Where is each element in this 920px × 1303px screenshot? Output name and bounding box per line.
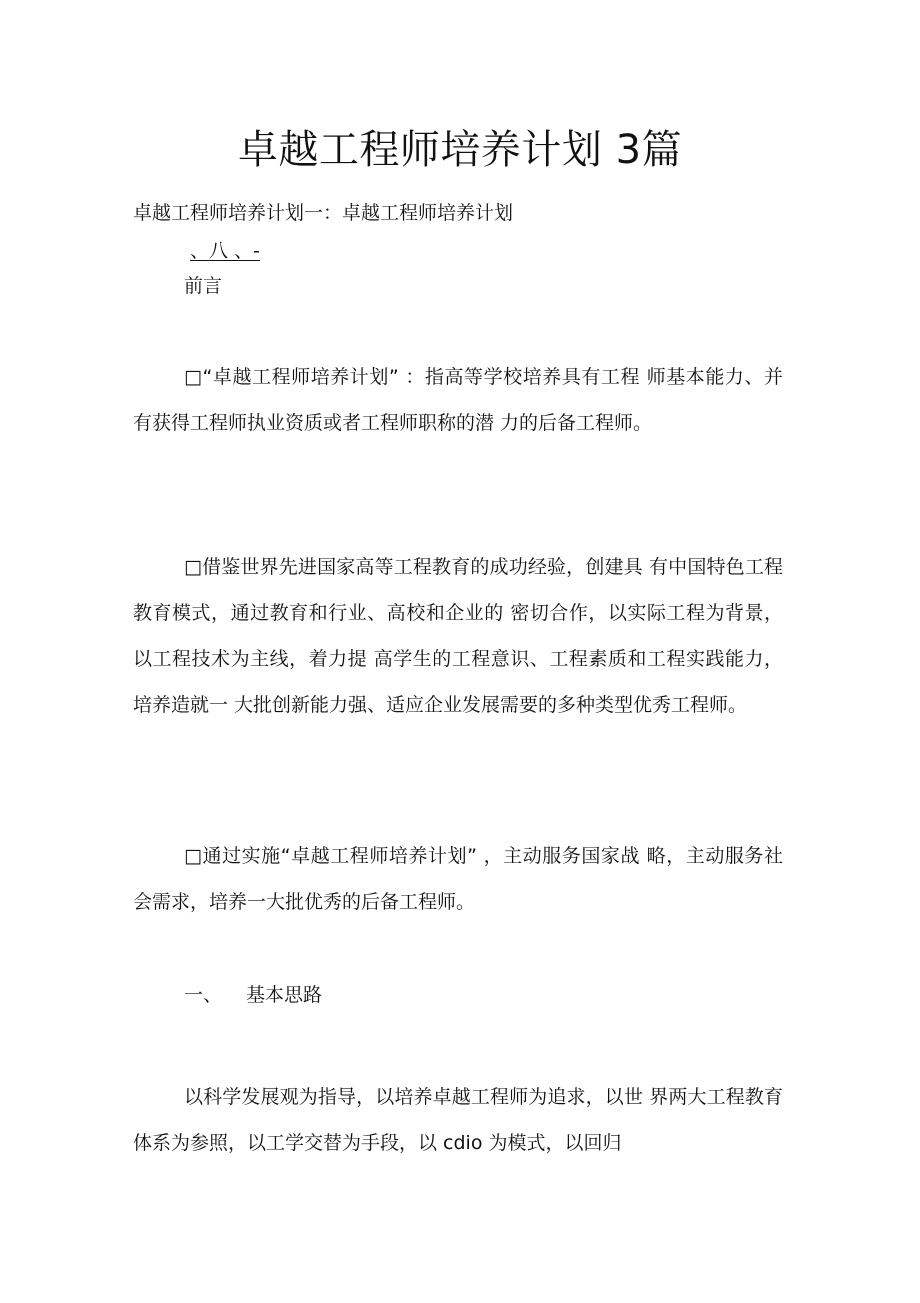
document-subtitle: 卓越工程师培养计划一：卓越工程师培养计划 bbox=[133, 202, 514, 224]
paragraph-goal: □通过实施“卓越工程师培养计划” ，主动服务国家战 略，主动服务社会需求，培养一大批优秀的后备工程师。 bbox=[133, 845, 783, 913]
section-title: 基本思路 bbox=[246, 984, 323, 1006]
paragraph-definition: □“卓越工程师培养计划” ：指高等学校培养具有工程 师基本能力、并有获得工程师执业资质或者工程师职称的潜 力的后备工程师。 bbox=[133, 366, 783, 434]
section-number: 一、 bbox=[184, 984, 223, 1006]
document-title: 卓越工程师培养计划 3篇 bbox=[237, 127, 683, 173]
section-marker: 、八 、- bbox=[190, 240, 260, 262]
section-heading-basic-ideas bbox=[184, 981, 322, 1009]
paragraph-basic-ideas: 以科学发展观为指导，以培养卓越工程师为追求，以世 界两大工程教育体系为参照，以工学交替为手段，以 cdio 为模式，以回归 bbox=[133, 1086, 783, 1154]
preface-heading: 前言 bbox=[184, 275, 223, 297]
paragraph-approach: □借鉴世界先进国家高等工程教育的成功经验，创建具 有中国特色工程教育模式，通过教育和行业、高校和企业的 密切合作，以实际工程为背景，以工程技术为主线，着力提 高学生的工程意识、工程素质和工程实践能力，培养造就一 大批创新能力强、适应企业发展需要的多种类型优秀工程师。 bbox=[133, 556, 783, 716]
